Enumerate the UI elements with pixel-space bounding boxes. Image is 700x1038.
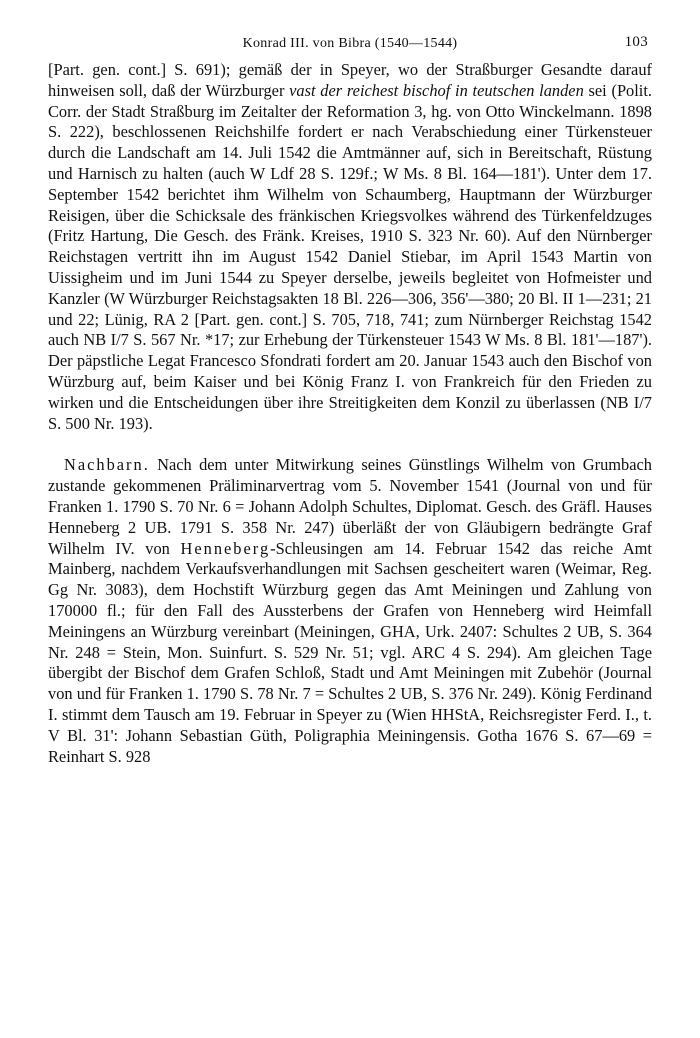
section-keyword: Nachbarn. [64,455,150,475]
text-segment: -Schleusingen am 14. Februar 1542 das reiche Amt Mainberg, nachdem Verkaufsverhandlungen mit Sachsen gescheitert waren (Weimar, Reg. Gg Nr. 3083), dem Hochstift Würzburg gegen das Amt Meiningen und Zahlung von 170000 fl.; für den Fall des Aussterbens der Grafen von Henneberg wird Heimfall Meiningens an Würzburg vereinbart (Meiningen, GHA, Urk. 2407: Schultes 2 UB, S. 364 Nr. 248 = Stein, Mon. Suinfurt. S. 529 Nr. 51; vgl. ARC 4 S. 294). Am gleichen Tage übergibt der Bischof dem Grafen Schloß, Stadt und Amt Meiningen mit Zubehör (Journal von und für Franken 1. 1790 S. 78 Nr. 7 = Schultes 2 UB, S. 376 Nr. 249). König Ferdinand I. stimmt dem Tausch am 19. Februar in Speyer zu (Wien HHStA, Reichsregister Ferd. I., t. V Bl. 31': Johann Sebastian Güth, Poligraphia Meiningensis. Gotha 1676 S. 67—69 = Reinhart S. 928 [48,538,652,766]
page-number: 103 [624,34,648,50]
spaced-name: Henneberg [180,538,271,558]
italic-quote: vast der reichest bischof in teutschen landen [289,80,584,100]
body-paragraph-2 [48,455,652,767]
body-paragraph-1 [48,60,652,434]
text-segment: Nach dem unter Mitwirkung seines Günstlings Wilhelm von Grumbach zustande gekommenen Präliminarvertrag vom 5. November 1541 (Journal von und für Franken 1. 1790 S. 70 Nr. 6 = Johann Adolph Schultes, Diplomat. Gesch. des Gräfl. Hauses Henneberg 2 UB. 1791 S. 358 Nr. 247) überläßt der von Gläubigern bedrängte Graf Wilhelm IV. von [48,455,652,558]
text-segment: [Part. gen. cont.] S. 691); gemäß der in Speyer, wo der Straßburger Gesandte darauf hinweisen soll, daß der Würzburger [48,60,652,100]
text-segment: sei (Polit. Corr. der Stadt Straßburg im Zeitalter der Reformation 3, hg. von Otto Winckelmann. 1898 S. 222), beschlossenen Reichshilfe fordert er nach Verabschiedung einer Türkensteuer durch die Landschaft am 14. Juli 1542 die Amtmänner auf, sich in Bereitschaft, Rüstung und Harnisch zu halten (auch W Ldf 28 S. 129f.; W Ms. 8 Bl. 164—181'). Unter dem 17. September 1542 berichtet ihm Wilhelm von Schaumberg, Hauptmann der Würzburger Reisigen, über die Schicksale des fränkischen Kriegsvolkes während des Türkenfeldzuges (Fritz Hartung, Die Gesch. des Fränk. Kreises, 1910 S. 323 Nr. 60). Auf den Nürnberger Reichstagen vertritt ihn im August 1542 Daniel Stiebar, im April 1543 Martin von Uissigheim und im Juni 1544 zu Speyer derselbe, jeweils begleitet von Hofmeister und Kanzler (W Würzburger Reichstagsakten 18 Bl. 226—306, 356'—380; 20 Bl. II 1—231; 21 und 22; Lünig, RA 2 [Part. gen. cont.] S. 705, 718, 741; zum Nürnberger Reichstag 1542 auch NB I/7 S. 567 Nr. *17; zur Erhebung der Türkensteuer 1543 W Ms. 8 Bl. 181'—187'). Der päpstliche Legat Francesco Sfondrati fordert am 20. Januar 1543 auch den Bischof von Würzburg auf, beim Kaiser und bei König Franz I. von Frankreich für den Frieden zu wirken und die Entscheidungen über ihre Streitigkeiten dem Konzil zu überlassen (NB I/7 S. 500 Nr. 193). [48,80,653,433]
running-title: Konrad III. von Bibra (1540—1544) [242,36,458,51]
document-page [48,36,652,767]
running-header [48,36,652,60]
